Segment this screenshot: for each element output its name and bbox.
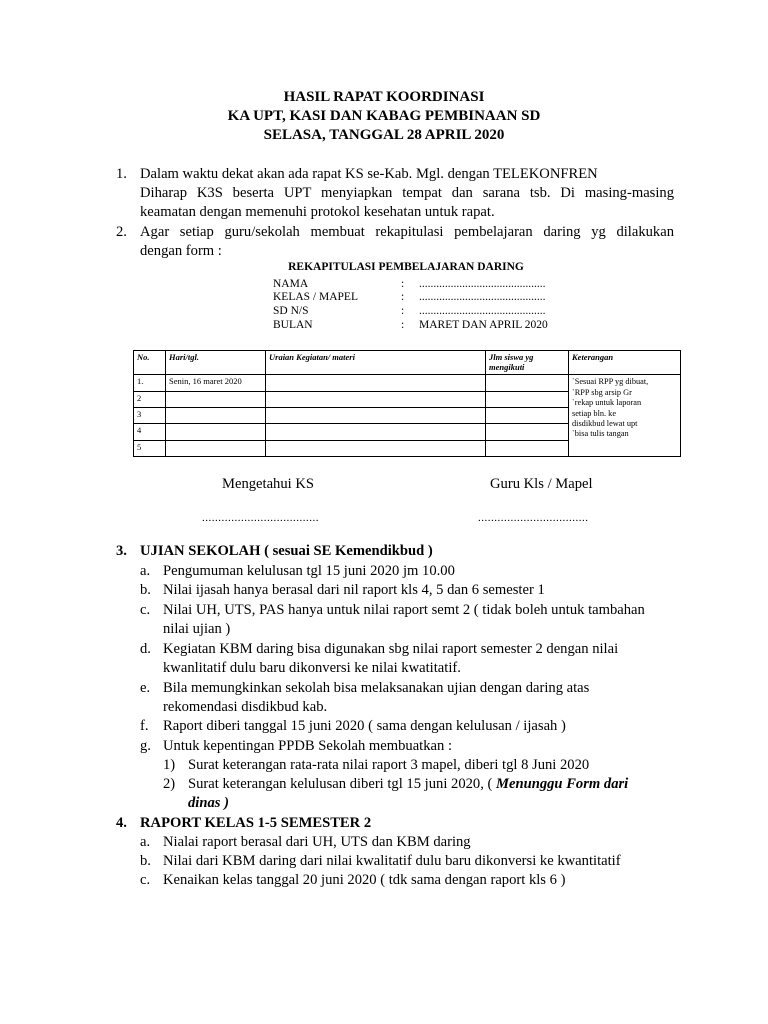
form-colon: : — [401, 319, 405, 331]
item2-line1: Agar setiap guru/sekolah membuat rekapitulasi pembelajaran daring yg dilakukan — [140, 224, 674, 240]
section3-item-d-line2: kwanlitatif dulu baru dikonversi ke nilai kwatitatif. — [163, 660, 461, 676]
cell-no: 2 — [134, 391, 166, 407]
section3-item-b: Nilai ijasah hanya berasal dari nil raport kls 4, 5 dan 6 semester 1 — [163, 582, 545, 598]
cell-uraian — [266, 391, 486, 407]
cell-jumlah — [486, 408, 569, 424]
cell-jumlah — [486, 424, 569, 440]
item-mark: c. — [140, 602, 151, 618]
cell-hari — [166, 391, 266, 407]
header-keterangan: Keterangan — [569, 351, 681, 375]
cell-jumlah — [486, 440, 569, 456]
doc-title-line2: KA UPT, KASI DAN KABAG PEMBINAAN SD — [227, 108, 541, 124]
form-colon: : — [401, 305, 405, 317]
section3-sub-1: Surat keterangan rata-rata nilai raport 3 mapel, diberi tgl 8 Juni 2020 — [188, 757, 590, 773]
item-mark: g. — [140, 738, 151, 754]
section3-title: UJIAN SEKOLAH ( sesuai SE Kemendikbud ) — [140, 543, 433, 559]
section4-item-b: Nilai dari KBM daring dari nilai kwalitatif dulu baru dikonversi ke kwantitatif — [163, 853, 621, 869]
cell-hari — [166, 424, 266, 440]
form-label: NAMA — [273, 278, 309, 290]
form-label: KELAS / MAPEL — [273, 291, 358, 303]
section3-item-d-line1: Kegiatan KBM daring bisa digunakan sbg nilai raport semester 2 dengan nilai — [163, 641, 619, 657]
cell-hari — [166, 440, 266, 456]
keterangan-line: `bisa tulis tangan — [572, 429, 629, 439]
cell-jumlah — [486, 391, 569, 407]
cell-uraian — [266, 440, 486, 456]
keterangan-line: `RPP sbg arsip Gr — [572, 387, 632, 397]
doc-title-line3: SELASA, TANGGAL 28 APRIL 2020 — [263, 127, 505, 143]
form-value: ............................................ — [419, 291, 546, 303]
sub-item-mark: 1) — [163, 757, 176, 773]
section3-sub-2 — [188, 776, 628, 793]
form-value: MARET DAN APRIL 2020 — [419, 319, 548, 331]
signature-left-label: Mengetahui KS — [222, 476, 315, 492]
section3-item-e-line1: Bila memungkinkan sekolah bisa melaksanakan ujian dengan daring atas — [163, 680, 590, 696]
cell-no: 3 — [134, 408, 166, 424]
section4-number: 4. — [116, 815, 127, 831]
item1-line1: Dalam waktu dekat akan ada rapat KS se-Kab. Mgl. dengan TELEKONFREN — [140, 166, 598, 182]
item1-line2: Diharap K3S beserta UPT menyiapkan tempat dan sarana tsb. Di masing-masing — [140, 185, 674, 201]
section3-sub-2-emphasis: Menunggu Form dari — [496, 776, 629, 792]
cell-jumlah — [486, 375, 569, 391]
header-hari: Hari/tgl. — [166, 351, 266, 375]
table-header-row — [134, 351, 681, 375]
section3-item-g: Untuk kepentingan PPDB Sekolah membuatkan : — [163, 738, 453, 754]
signature-right-label: Guru Kls / Mapel — [490, 476, 593, 492]
cell-uraian — [266, 424, 486, 440]
item1-line3: keamatan dengan memenuhi protokol kesehatan untuk rapat. — [140, 204, 495, 220]
item-mark: f. — [140, 718, 149, 734]
item2-number: 2. — [116, 224, 127, 240]
item-mark: c. — [140, 872, 151, 888]
form-title: REKAPITULASI PEMBELAJARAN DARING — [288, 261, 524, 273]
section4-title: RAPORT KELAS 1-5 SEMESTER 2 — [140, 815, 372, 831]
section4-item-c: Kenaikan kelas tanggal 20 juni 2020 ( tdk sama dengan raport kls 6 ) — [163, 872, 566, 888]
section3-number: 3. — [116, 543, 127, 559]
table-row — [134, 375, 681, 391]
rekap-table — [133, 350, 681, 457]
form-value: ............................................ — [419, 278, 546, 290]
section4-item-a: Nialai raport berasal dari UH, UTS dan KBM daring — [163, 834, 471, 850]
section3-item-e-line2: rekomendasi disdikbud kab. — [163, 699, 328, 715]
keterangan-line: `Sesuai RPP yg dibuat, — [572, 377, 649, 387]
form-colon: : — [401, 278, 405, 290]
section3-item-a: Pengumuman kelulusan tgl 15 juni 2020 jm 10.00 — [163, 563, 455, 579]
form-label: BULAN — [273, 319, 313, 331]
section3-item-c-line1: Nilai UH, UTS, PAS hanya untuk nilai raport semt 2 ( tidak boleh untuk tambahan — [163, 602, 645, 618]
section3-item-c-line2: nilai ujian ) — [163, 621, 231, 637]
item-mark: d. — [140, 641, 151, 657]
doc-title-line1: HASIL RAPAT KOORDINASI — [283, 89, 485, 105]
keterangan-line: `rekap untuk laporan — [572, 398, 642, 408]
header-no: No. — [134, 351, 166, 375]
item-mark: a. — [140, 834, 151, 850]
keterangan-line: setiap bln. ke — [572, 408, 617, 418]
signature-left-dots: .................................... — [202, 512, 319, 524]
form-colon: : — [401, 291, 405, 303]
item1-number: 1. — [116, 166, 127, 182]
item-mark: e. — [140, 680, 151, 696]
form-label: SD N/S — [273, 305, 309, 317]
cell-keterangan — [569, 375, 681, 457]
item-mark: b. — [140, 582, 151, 598]
form-value: ............................................ — [419, 305, 546, 317]
sub-item-mark: 2) — [163, 776, 176, 792]
header-jumlah: Jlm siswa yg mengikuti — [486, 351, 569, 375]
cell-no: 5 — [134, 440, 166, 456]
keterangan-line: disdikbud lewat upt — [572, 419, 638, 429]
cell-hari — [166, 408, 266, 424]
signature-right-dots: .................................. — [478, 512, 589, 524]
cell-no: 1. — [134, 375, 166, 391]
section3-sub-2-emphasis-cont: dinas ) — [188, 795, 229, 811]
cell-uraian — [266, 375, 486, 391]
item-mark: b. — [140, 853, 151, 869]
section3-sub-2-text: Surat keterangan kelulusan diberi tgl 15 juni 2020, ( — [188, 776, 493, 792]
cell-uraian — [266, 408, 486, 424]
section3-item-f: Raport diberi tanggal 15 juni 2020 ( sama dengan kelulusan / ijasah ) — [163, 718, 566, 734]
cell-no: 4 — [134, 424, 166, 440]
item-mark: a. — [140, 563, 151, 579]
item2-line2: dengan form : — [140, 243, 222, 259]
cell-hari: Senin, 16 maret 2020 — [166, 375, 266, 391]
header-uraian: Uraian Kegiatan/ materi — [266, 351, 486, 375]
